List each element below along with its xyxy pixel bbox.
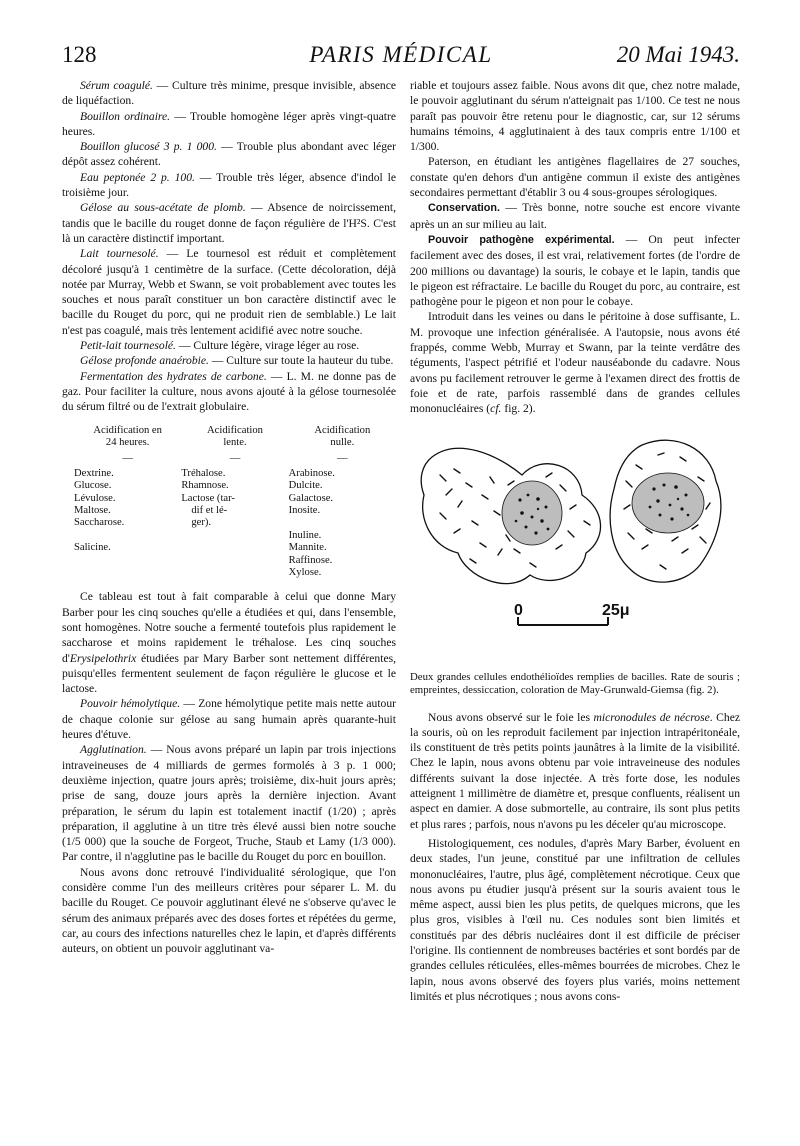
table-item: Dextrine. [74,467,114,479]
dash: — [229,453,241,465]
paragraph-continuation [410,78,740,154]
table-item: Mannite. [288,542,327,554]
paragraph-pouvoir-hemolytique [62,696,396,742]
text: — Zone hémolytique petite mais nette autour de chaque colonie sur gélose au sang humain après quarante-huit heures d'étuve. [62,697,396,742]
fermentation-table [74,425,396,580]
text: — Absence de noircissement, tandis que le bacille du rouget donne de façon régulière de l'H²S. C'est là un caractère distinctif important. [62,201,396,245]
table-column-nulle [289,425,396,580]
nucleus-left [502,481,562,545]
text: — Culture très minime, presque invisible, absence de liquéfaction. [62,79,397,108]
header-line: Acidification [207,424,263,436]
cell-illustration [410,425,740,665]
journal-title: PARIS MÉDICAL [309,42,493,67]
text: étudiées par Mary Barber sont nettement différentes, puisqu'elles fermentent seulement de façon régulière le glucose et le lactose. [62,651,396,696]
text: — L. M. ne donne pas de gaz. Pour faciliter la culture, nous avons ajouté à la gélose tournesolée du sérum filtré ou de l'extrait globulaire. [62,369,396,414]
column-header [181,425,288,450]
text: — Culture sur toute la hauteur du tube. [208,354,394,368]
table-column-24h [74,425,181,580]
table-item: ger). [191,517,212,529]
table-item: Maltose. [74,504,111,516]
label: Sérum coagulé. [80,79,153,92]
table-item: dif et lé- [191,504,228,516]
term: micronodules de nécrose [593,710,710,724]
table-item: Rhamnose. [181,480,229,492]
paragraph-eau-peptonee [62,170,396,201]
scale-value: 25μ [602,601,630,619]
paragraph-bouillon-glucose [62,139,396,170]
table-item: Inuline. [288,529,322,541]
paragraph-micronodules [410,710,740,832]
text: riable et toujours assez faible. Nous avons dit que, chez notre malade, le pouvoir agglutinant du sérum n'atteignait pas 1/100. Ce test ne nous paraît pas pouvoir être retenu pour le diagnostic, car, sur 12 sérums humains témoins, 4 agglutinaient à des taux compris entre 1/100 et 1/300. [410,79,740,154]
text: — Trouble très léger, absence d'indol le troisième jour. [62,170,396,200]
table-item: Arabinose. [288,467,335,479]
table-item: Lactose (tar- [181,492,235,504]
scale-zero: 0 [514,601,523,619]
paragraph-agglutination [62,742,396,864]
paragraph-gelose-profonde [62,353,396,368]
table-spacer [289,517,396,529]
caption-text: Deux grandes cellules endothélioïdes remplies de bacilles. Rate de souris ; empreintes, dessiccation, coloration de May-Grunwald-Giemsa (fig. 2). [410,670,740,697]
paragraph-individualite [62,865,396,957]
text: — Trouble plus abondant avec léger dépôt assez cohérent. [62,140,397,169]
paragraph-petit-lait [62,338,396,353]
table-item: Galactose. [288,492,334,504]
text: — Très bonne, notre souche est encore vivante après un an sur milieu au lait. [410,201,740,231]
label: Gélose au sous-acétate de plomb. [80,201,246,215]
nucleus-right [632,473,704,533]
figure-caption [410,671,740,698]
text: fig. 2). [501,402,536,416]
section-heading: Conservation. [428,202,500,215]
header-line: Acidification [314,424,371,436]
label: Bouillon ordinaire. [80,109,171,123]
table-item: Inosite. [288,504,321,516]
paragraph-pouvoir-pathogene [410,232,740,309]
paragraph-lait-tournesole [62,246,396,338]
scale-bar [518,617,608,625]
table-column-lente [181,425,288,580]
header-line: Acidification en [93,424,162,436]
label: Gélose profonde anaérobie. [80,354,209,368]
paragraph-histologie [410,836,740,1004]
paragraph-gelose-plomb [62,200,396,246]
table-item: Saccharose. [74,517,125,529]
figure-2 [410,425,740,665]
header-line: nulle. [330,436,355,448]
paragraph-comparison [62,589,396,696]
page-header [62,42,740,70]
right-column [410,78,740,1004]
page-number: 128 [62,42,97,67]
text: Nous avons observé sur le foie les [428,710,594,724]
species-name: Erysipelothrix [69,651,137,665]
text: Introduit dans les veines ou dans le péritoine à dose suffisante, L. M. provoque une infection généralisée. A l'autopsie, nous avons été frappés, comme Webb, Murray et Swann, par la teinte verdâtre des téguments, l'aspect pétrifié et l'odeur nauséabonde du cadavre. Nous avons pu facilement retrouver le germe à l'examen direct des frottis de foie et de rate, parfois rassemblé dans de grandes cellules mononucléaires ( [410,310,740,416]
text: — Le tournesol est réduit et complètement décoloré jusqu'à 1 centimètre de la surface. (Cette décoloration, déjà notée par Murray, Webb et Swann, se voit probablement avec toutes les souches et nous paraît constituer un bon caractère distinctif avec le bacille du Rouget du porc, qui ne produit rien de semblable.) Le lait n'est pas coagulé, mais très lentement acidifié avec notre souche. [62,247,396,337]
column-header [74,425,181,450]
paragraph-conservation [410,200,740,232]
label: Lait tournesolé. [80,247,159,261]
text: . Chez la souris, où on les reproduit facilement par injection intrapéritonéale, ils constituent de très petits points jaunâtres à la limite de la visibilité. Chez le lapin, nous avons obtenu par voie intraveineuse des nodules différents suivant la dose injectée. A très forte dose, les nodules atteignent 1 millimètre de diamètre et, presque confluents, réalisent un aspect en damier. A dose submortelle, au contraire, ils sont plus petits et plus rares ; parfois, nous n'avons pu les déceler qu'au microscope. [410,710,740,831]
label: Eau peptonée 2 p. 100. [80,170,195,184]
dash: — [122,453,133,465]
reference: cf. [490,402,502,416]
label: Petit-lait tournesolé. [80,339,176,353]
label: Bouillon glucosé 3 p. 1 000. [80,140,217,154]
text: Ce tableau est tout à fait comparable à celui que donne Mary Barber pour les cinq souches qu'elle a étudiées et qui, dans l'ensemble, sont homogènes. Notre souche a fermenté toutefois plus rapidement le saccharose et moins rapidement le tréhalose. Les cinq souches d' [62,590,396,665]
text: Histologiquement, ces nodules, d'après Mary Barber, évoluent en deux stades, l'un jeune, constitué par une infiltration de cellules mononucléaires, l'autre, plus âgé, complètement nécrotique. Ceux que nous avons pu étudier jusqu'à présent sur la souris avaient tous le même aspect, aussi bien les plus petits, de quelques microns, que les plus gros, visibles à l'œil nu. Ces nodules sont bien limités et constitués par des débris nucléaires dont il est difficile de préciser l'origine. Ils contiennent de nombreuses bactéries et sont bordés par de grandes cellules réticulées, elles-mêmes bourrées de microbes. Chez le lapin, nous avons observé des foyers plus variés, moins nettement limités et plus nécrotiques ; nous avons cons- [410,836,740,1003]
text: Nous avons donc retrouvé l'individualité sérologique, que l'on considère comme l'un des meilleurs critères pour séparer L. M. du bacille du Rouget. Ce pouvoir agglutinant élevé ne s'observe qu'avec le sérum des animaux préparés avec des doses fortes et répétées du germe, car, au cours des infections naturelles chez le lapin, et d'après différents auteurs, on obtient un pouvoir agglutinant va- [62,865,396,956]
paragraph-paterson [410,154,740,200]
text: — Trouble homogène léger après vingt-quatre heures. [62,109,397,138]
table-item: Raffinose. [288,554,333,566]
paragraph-serum-coagule [62,78,396,109]
issue-date: 20 Mai 1943. [616,42,740,67]
text: — On peut infecter facilement avec des doses, il est vrai, relativement fortes (de l'ordre de 200 millions ou davantage) la souris, le cobaye et le lapin, tandis que le pigeon est réfractaire. Le bacille du Rouget du porc, au contraire, est pathogène pour le pigeon et non pour le cobaye. [410,232,740,309]
text: Paterson, en étudiant les antigènes flagellaires de 27 souches, constate qu'en dehors d'un antigène commun il existe des antigènes secondaires permettant d'établir 3 ou 4 sous-groupes sérologiques. [410,155,740,200]
header-line: 24 heures. [105,436,150,448]
table-item: Tréhalose. [181,467,226,479]
dash: — [337,453,348,465]
text: — Culture légère, virage léger au rose. [175,339,360,353]
section-heading: Pouvoir pathogène expérimental. [428,233,615,246]
table-item: Lévulose. [74,492,116,504]
table-item: Xylose. [288,566,322,578]
column-header [289,425,396,450]
table-item: Dulcite. [288,480,323,492]
label: Fermentation des hydrates de carbone. [80,369,267,383]
table-item: Glucose. [74,480,112,492]
label: Pouvoir hémolytique. [80,697,181,711]
left-column [62,78,396,957]
table-item: Salicine. [74,542,111,554]
text: — Nous avons préparé un lapin par trois injections intraveineuses de 4 milliards de germes formolés à 3 p. 1 000; deuxième injection, quatre jours après; troisième, dix-huit jours après; prise de sang, douze jours après la dernière injection. Avant préparation, le sérum du lapin est totalement inactif (1/20) ; après préparation, il agglutine à un titre très élevé aussi bien notre souche (1/5 000) que la souche de Forgeot, Truche, Staub et Lamy (1/3 000). Par contre, il n'agglutine pas le bacille du Rouget du porc en bouillon. [62,743,396,864]
paragraph-bouillon-ordinaire [62,109,396,140]
table-spacer [74,530,181,542]
paragraph-infection [410,309,740,416]
label: Agglutination. [80,743,147,757]
paragraph-fermentation [62,369,396,415]
header-line: lente. [223,436,247,448]
